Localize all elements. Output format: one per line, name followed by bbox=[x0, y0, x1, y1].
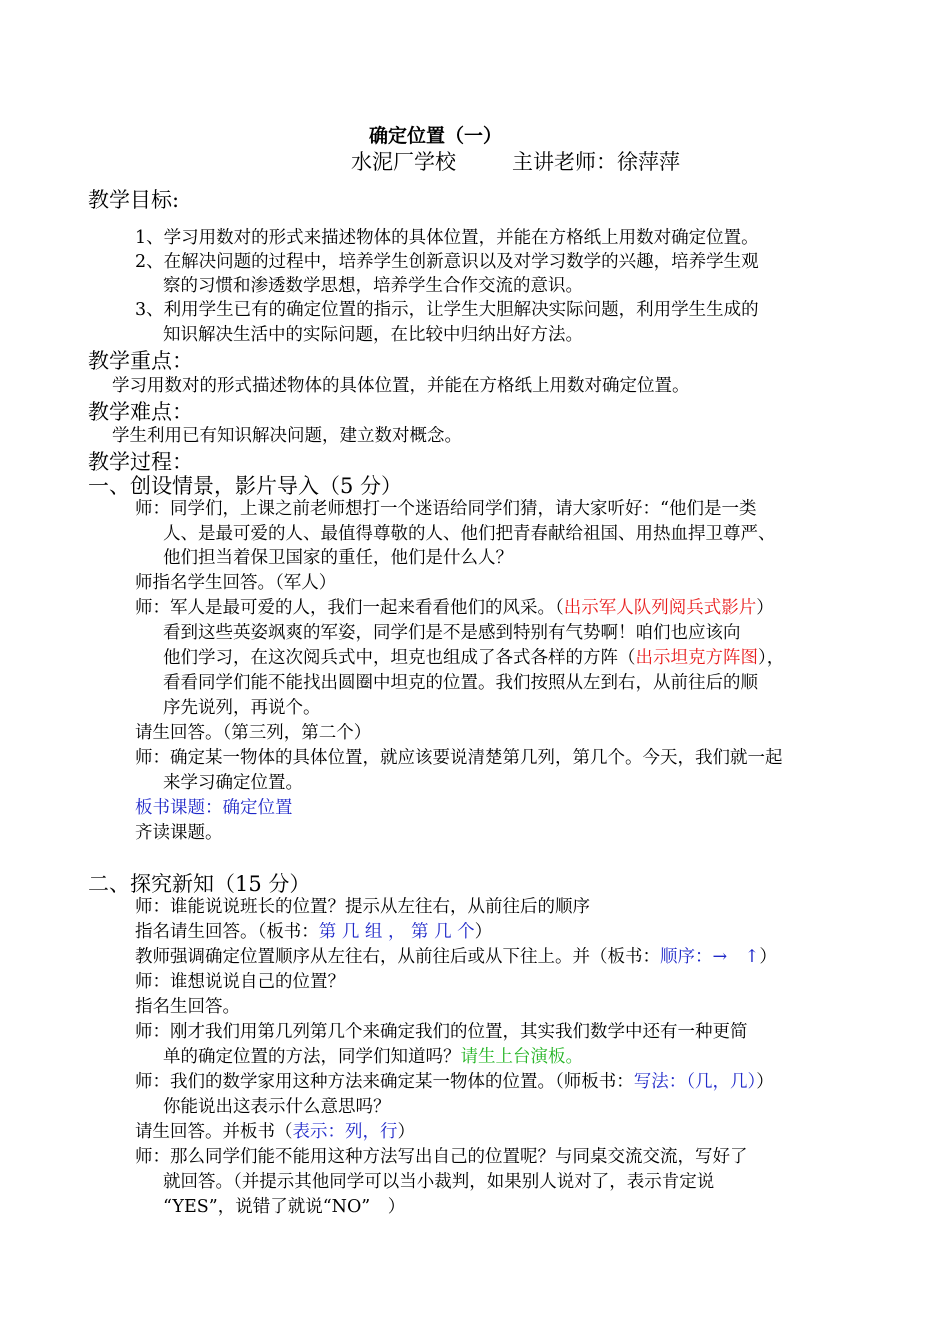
school-name: 水泥厂学校 bbox=[351, 150, 456, 174]
section-2-q9-line-2: 就回答。（并提示其他同学可以当小裁判，如果别人说对了，表示肯定说 bbox=[163, 1172, 715, 1192]
difficulties-heading: 教学难点： bbox=[88, 400, 193, 424]
section-2-q6-line-1: 师：刚才我们用第几列第几个来确定我们的位置，其实我们数学中还有一种更简 bbox=[135, 1022, 748, 1042]
teacher-name: 主讲老师：徐萍萍 bbox=[512, 150, 680, 174]
section-1-p3-line-4: 看看同学们能不能找出圆圈中坦克的位置。我们按照从左到右，从前往后的顺 bbox=[163, 673, 758, 693]
board-note-video: 出示军人队列阅兵式影片 bbox=[563, 598, 757, 618]
document-title: 确定位置（一） bbox=[369, 125, 503, 147]
section-2-title: 二、探究新知（15 分） bbox=[88, 872, 311, 896]
board-note-student: 请生上台演板。 bbox=[460, 1047, 583, 1067]
text-run: ） bbox=[397, 1122, 415, 1142]
section-1-title: 一、创设情景，影片导入（5 分） bbox=[88, 474, 403, 498]
text-run: 他们学习，在这次阅兵式中，坦克也组成了各式各样的方阵（ bbox=[163, 648, 636, 668]
text-run: 师：军人是最可爱的人，我们一起来看看他们的风采。（ bbox=[135, 598, 564, 618]
board-topic: 板书课题：确定位置 bbox=[135, 798, 293, 818]
key-points-text: 学习用数对的形式描述物体的具体位置，并能在方格纸上用数对确定位置。 bbox=[112, 376, 690, 396]
section-1-p3-line-5: 序先说列，再说个。 bbox=[163, 698, 321, 718]
board-note-notation: 写法：（几，几） bbox=[633, 1072, 757, 1092]
process-heading: 教学过程： bbox=[88, 450, 193, 474]
board-note-order: 顺序：→ ↑ bbox=[660, 947, 760, 967]
section-1-p5-line-1: 师：确定某一物体的具体位置，就应该要说清楚第几列，第几个。今天，我们就一起 bbox=[135, 748, 783, 768]
section-1-p2: 师指名学生回答。（军人） bbox=[135, 573, 337, 593]
key-points-heading: 教学重点： bbox=[88, 349, 193, 373]
section-2-q9-line-1: 师：那么同学们能不能用这种方法写出自己的位置呢？与同桌交流交流，写好了 bbox=[135, 1147, 748, 1167]
text-run: ） bbox=[474, 922, 493, 942]
section-2-q6-line-2 bbox=[163, 1045, 583, 1069]
goal-item-2-line-2: 察的习惯和渗透数学思想，培养学生合作交流的意识。 bbox=[163, 276, 583, 296]
section-2-q1: 师：谁能说说班长的位置？提示从左往右，从前往后的顺序 bbox=[135, 897, 590, 917]
section-2-q3 bbox=[135, 945, 777, 969]
goal-item-3-line-1: 3、利用学生已有的确定位置的指示，让学生大胆解决实际问题，利用学生生成的 bbox=[135, 300, 759, 320]
goal-item-1: 1、学习用数对的形式来描述物体的具体位置，并能在方格纸上用数对确定位置。 bbox=[135, 228, 759, 248]
section-1-p3-line-3 bbox=[163, 646, 784, 670]
section-1-p7: 齐读课题。 bbox=[135, 823, 223, 843]
text-run: ） bbox=[756, 1072, 774, 1092]
board-note-meaning: 表示：列，行 bbox=[292, 1122, 398, 1142]
section-1-p5-line-2: 来学习确定位置。 bbox=[163, 773, 303, 793]
section-2-q2 bbox=[135, 920, 492, 944]
section-1-p1-line-2: 人、是最可爱的人、最值得尊敬的人、他们把青春献给祖国、用热血捍卫尊严、 bbox=[163, 524, 776, 544]
section-1-p4: 请生回答。（第三列，第二个） bbox=[135, 723, 372, 743]
goal-item-3-line-2: 知识解决生活中的实际问题，在比较中归纳出好方法。 bbox=[163, 325, 583, 345]
section-1-p1-line-3: 他们担当着保卫国家的重任，他们是什么人？ bbox=[163, 548, 513, 568]
text-run: 师：我们的数学家用这种方法来确定某一物体的位置。（师板书： bbox=[135, 1072, 634, 1092]
difficulties-text: 学生利用已有知识解决问题，建立数对概念。 bbox=[112, 426, 462, 446]
text-run: ）， bbox=[758, 648, 785, 668]
goals-heading: 教学目标: bbox=[88, 188, 180, 212]
section-2-q7-line-2: 你能说出这表示什么意思吗？ bbox=[163, 1097, 391, 1117]
section-2-q9-line-3: “YES”，说错了就说“NO” ） bbox=[163, 1197, 406, 1217]
section-1-p3-line-2: 看到这些英姿飒爽的军姿，同学们是不是感到特别有气势啊！咱们也应该向 bbox=[163, 623, 741, 643]
text-run: 教师强调确定位置顺序从左往右，从前往后或从下往上。并（板书： bbox=[135, 947, 660, 967]
text-run: 指名请生回答。（板书： bbox=[135, 922, 319, 942]
text-run: 请生回答。并板书（ bbox=[135, 1122, 293, 1142]
section-2-q4: 师：谁想说说自己的位置？ bbox=[135, 972, 345, 992]
text-run: ） bbox=[759, 947, 777, 967]
text-run: 单的确定位置的方法，同学们知道吗？ bbox=[163, 1047, 461, 1067]
board-note-tank-image: 出示坦克方阵图 bbox=[635, 648, 758, 668]
section-2-q7-line-1 bbox=[135, 1070, 774, 1094]
board-note-group: 第 几 组 ， 第 几 个 bbox=[318, 922, 475, 942]
goal-item-2-line-1: 2、在解决问题的过程中，培养学生创新意识以及对学习数学的兴趣，培养学生观 bbox=[135, 252, 759, 272]
section-2-q8 bbox=[135, 1120, 415, 1144]
section-2-q5: 指名生回答。 bbox=[135, 997, 240, 1017]
section-1-p1-line-1: 师：同学们，上课之前老师想打一个迷语给同学们猜，请大家听好：“他们是一类 bbox=[135, 499, 757, 519]
section-1-p3-line-1 bbox=[135, 596, 774, 620]
text-run: ） bbox=[756, 598, 774, 618]
